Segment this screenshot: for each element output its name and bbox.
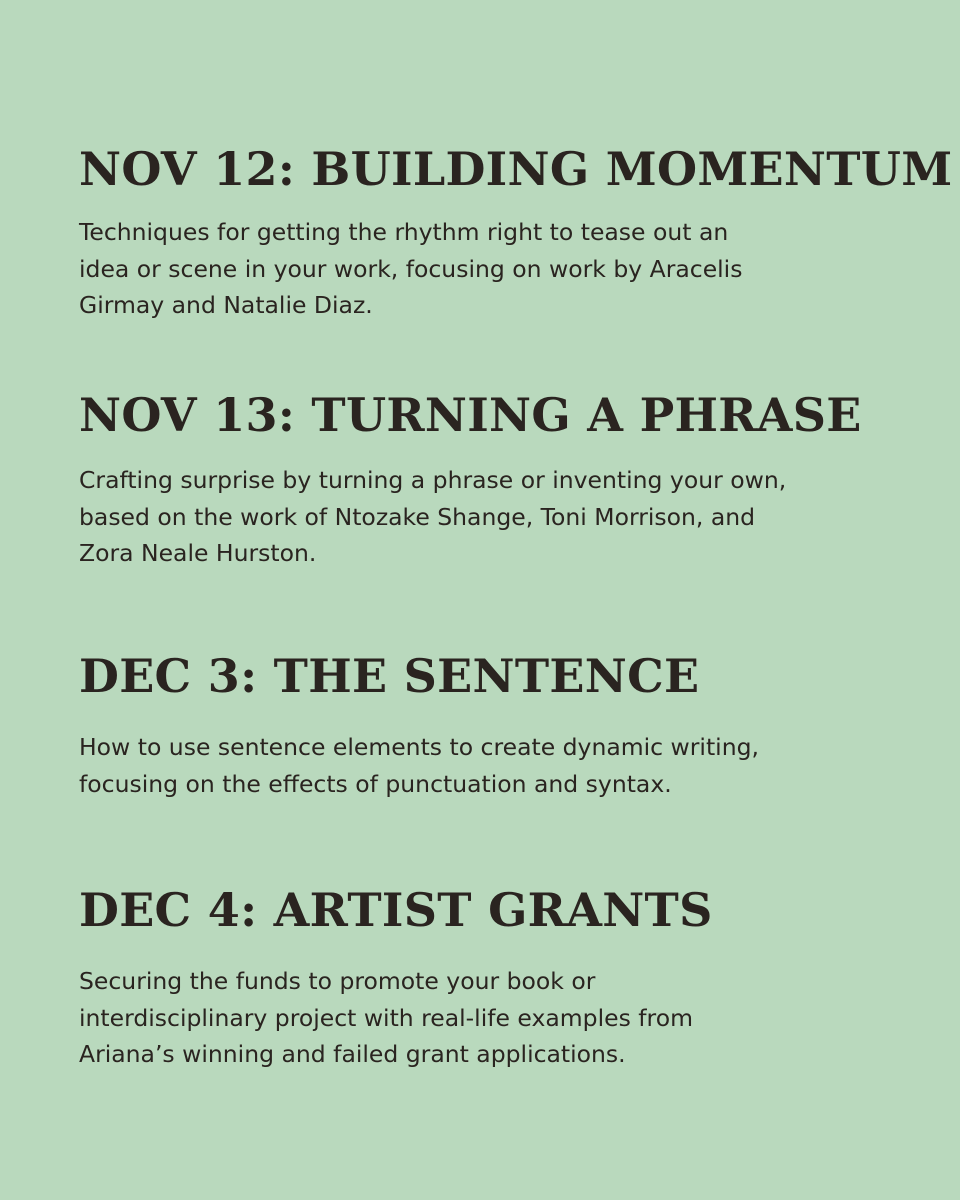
session-nov-13 — [79, 387, 879, 572]
session-description — [79, 729, 879, 802]
session-nov-12 — [79, 141, 953, 324]
description-line: Zora Neale Hurston. — [79, 539, 317, 567]
session-description — [79, 963, 879, 1073]
session-description — [79, 214, 879, 324]
session-heading: DEC 4: ARTIST GRANTS — [79, 883, 713, 937]
description-line: Crafting surprise by turning a phrase or inventing your own, — [79, 466, 787, 494]
description-line: focusing on the effects of punctuation and syntax. — [79, 769, 672, 798]
description-line: Techniques for getting the rhythm right to tease out an — [79, 218, 729, 246]
session-description — [79, 462, 879, 572]
session-heading: NOV 12: BUILDING MOMENTUM — [79, 142, 953, 196]
session-dec-4 — [79, 882, 879, 1073]
description-line: Securing the funds to promote your book or — [79, 967, 596, 995]
description-line: interdisciplinary project with real-life examples from — [79, 1003, 693, 1032]
session-dec-3 — [79, 648, 879, 802]
description-line: idea or scene in your work, focusing on work by Aracelis — [79, 254, 743, 283]
description-line: based on the work of Ntozake Shange, Toni Morrison, and — [79, 502, 756, 531]
session-heading: DEC 3: THE SENTENCE — [79, 649, 700, 703]
description-line: Girmay and Natalie Diaz. — [79, 291, 373, 319]
description-line: Ariana’s winning and failed grant applications. — [79, 1040, 626, 1068]
description-line: How to use sentence elements to create dynamic writing, — [79, 733, 759, 761]
session-heading: NOV 13: TURNING A PHRASE — [79, 388, 862, 442]
